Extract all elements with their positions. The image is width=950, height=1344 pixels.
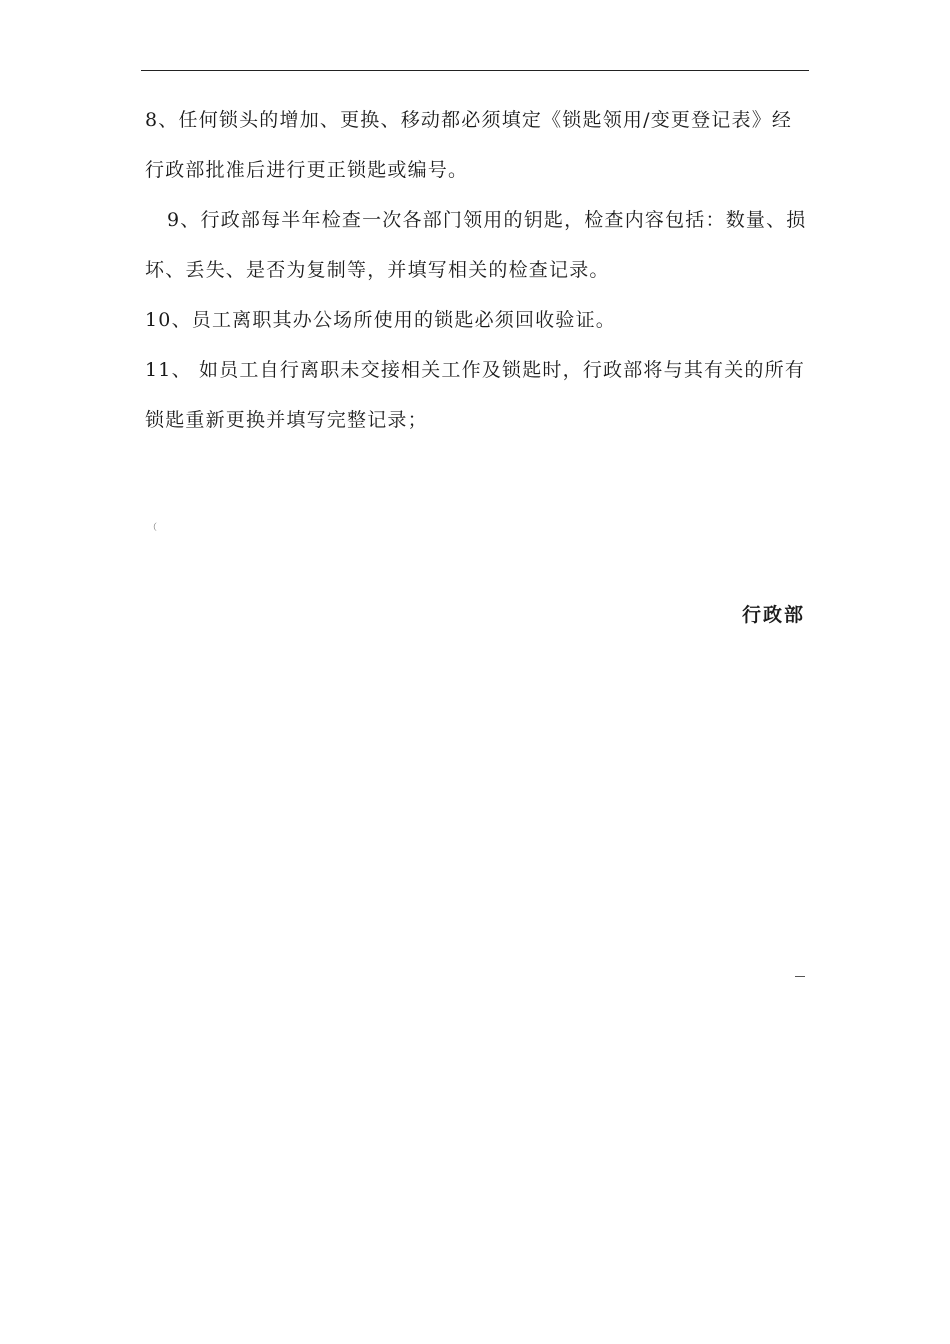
header-rule [141, 70, 809, 71]
signature-department: 行政部 [741, 604, 805, 626]
stray-bracket-mark: （ [148, 523, 158, 533]
rule-9-text: 9、行政部每半年检查一次各部门领用的钥匙，检查内容包括：数量、损坏、丢失、是否为复制等，并填写相关的检查记录。 [145, 209, 807, 281]
footer-dash [795, 976, 805, 977]
rule-8-paragraph [145, 95, 809, 195]
rule-11-paragraph [145, 345, 809, 445]
rule-8-text: 8、任何锁头的增加、更换、移动都必须填定《锁匙领用/变更登记表》经行政部批准后进行更正锁匙或编号。 [145, 109, 793, 181]
rule-11-text: 11、 如员工自行离职未交接相关工作及锁匙时，行政部将与其有关的所有锁匙重新更换并填写完整记录； [145, 359, 806, 431]
rule-9-paragraph [145, 195, 809, 295]
rule-10-paragraph [145, 295, 809, 345]
rule-10-text: 10、员工离职其办公场所使用的锁匙必须回收验证。 [145, 309, 616, 331]
